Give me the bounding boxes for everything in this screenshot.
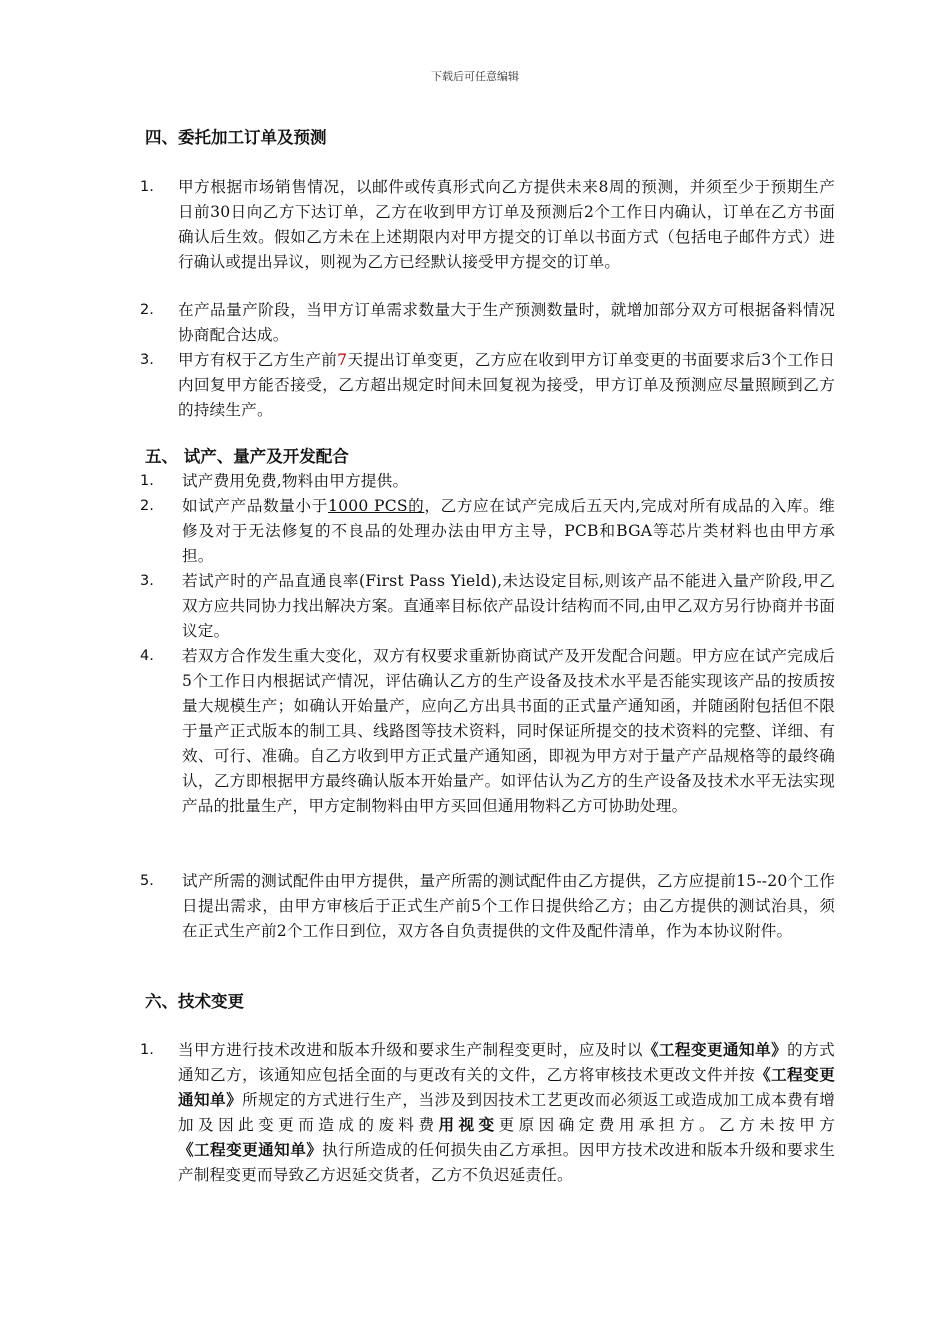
text-run: 当甲方进行技术改进和版本升级和要求生产制程变更时，应及时以 (178, 1041, 643, 1059)
section-title-6: 六、技术变更 (145, 992, 244, 1011)
page-header: 下载后可任意编辑 (431, 70, 519, 83)
item-text: 在产品量产阶段，当甲方订单需求数量大于生产预测数量时，就增加部分双方可根据备料情况协商配合达成。 (178, 301, 835, 344)
item-number: 3. (140, 352, 154, 368)
list-item (140, 644, 835, 819)
text-run: 甲方有权于乙方生产前 (178, 351, 338, 369)
highlight-number: 7 (337, 351, 348, 369)
list-item (140, 1038, 835, 1188)
item-number: 1. (140, 179, 154, 195)
item-text: 试产所需的测试配件由甲方提供，量产所需的测试配件由乙方提供，乙方应提前15--20个工作日提出需求，由甲方审核后于正式生产前5个工作日提供给乙方；由乙方提供的测试治具，须在正式生产前2个工作日到位，双方各自负责提供的文件及配件清单，作为本协议附件。 (182, 872, 835, 940)
list-item (140, 348, 835, 423)
bold-form-name: 《工程变更通知单》 (642, 1041, 788, 1059)
list-item (140, 175, 835, 275)
text-run: 所规定的方式进行生产，当涉及到因技术工艺更改而必须返工或造成加工成本费有增加及因此变更而造成的废料费 (178, 1091, 835, 1134)
list-item (140, 298, 835, 348)
item-number: 2. (140, 302, 154, 318)
text-run: 的方式通知乙方，该通知应包括全面的与更改有关的文件，乙方将审核技术更改文件并按 (178, 1041, 835, 1084)
list-item (140, 469, 835, 494)
item-number: 1. (140, 473, 154, 489)
item-text: 甲方根据市场销售情况，以邮件或传真形式向乙方提供未来8周的预测，并须至少于预期生产日前30日向乙方下达订单，乙方在收到甲方订单及预测后2个工作日内确认，订单在乙方书面确认后生效。假如乙方未在上述期限内对甲方提交的订单以书面方式（包括电子邮件方式）进行确认或提出异议，则视为乙方已经默认接受甲方提交的订单。 (178, 178, 835, 271)
bold-form-name: 《工程变更通知单》 (178, 1066, 835, 1109)
section-title-4: 四、委托加工订单及预测 (145, 128, 327, 147)
item-text: 若试产时的产品直通良率(First Pass Yield),未达设定目标,则该产品不能进入量产阶段,甲乙双方应共同协力找出解决方案。直通率目标依产品设计结构而不同,由甲乙双方另行协商并书面议定。 (182, 572, 835, 640)
section-title-5: 五、 试产、量产及开发配合 (145, 447, 349, 466)
text-run: 天提出订单变更，乙方应在收到甲方订单变更的书面要求后3个工作日内回复甲方能否接受，乙方超出规定时间未回复视为接受，甲方订单及预测应尽量照顾到乙方的持续生产。 (178, 351, 835, 419)
list-item (140, 494, 835, 569)
item-number: 5. (140, 873, 154, 889)
item-text (178, 1038, 835, 1188)
item-text (182, 494, 835, 569)
text-run: 更原因确定费用承担方。乙方未按甲方 (498, 1116, 835, 1134)
bold-text-run: 用视变 (438, 1116, 499, 1134)
text-run: ，乙方应在试产完成后五天内,完成对所有成品的入库。维修及对于无法修复的不良品的处理办法由甲方主导，PCB和BGA等芯片类材料也由甲方承担。 (182, 497, 835, 565)
item-number: 4. (140, 648, 154, 664)
item-number: 3. (140, 573, 154, 589)
bold-form-name: 《工程变更通知单》 (178, 1141, 323, 1159)
item-text: 试产费用免费,物料由甲方提供。 (182, 472, 409, 490)
item-text (178, 348, 835, 423)
underlined-quantity: 1000 PCS的 (327, 497, 425, 515)
text-run: 执行所造成的任何损失由乙方承担。因甲方技术改进和版本升级和要求生产制程变更而导致乙方迟延交货者，乙方不负迟延责任。 (178, 1141, 835, 1184)
text-run: 如试产产品数量小于 (182, 497, 328, 515)
item-number: 1. (140, 1042, 154, 1058)
item-text: 若双方合作发生重大变化，双方有权要求重新协商试产及开发配合问题。甲方应在试产完成后5个工作日内根据试产情况，评估确认乙方的生产设备及技术水平是否能实现该产品的按质按量大规模生产；如确认开始量产，应向乙方出具书面的正式量产通知函，并随函附包括但不限于量产正式版本的制工具、线路图等技术资料，同时保证所提交的技术资料的完整、详细、有效、可行、准确。自乙方收到甲方正式量产通知函，即视为甲方对于量产产品规格等的最终确认，乙方即根据甲方最终确认版本开始量产。如评估认为乙方的生产设备及技术水平无法实现产品的批量生产，甲方定制物料由甲方买回但通用物料乙方可协助处理。 (182, 647, 835, 815)
item-number: 2. (140, 498, 154, 514)
list-item (140, 869, 835, 944)
list-item (140, 569, 835, 644)
